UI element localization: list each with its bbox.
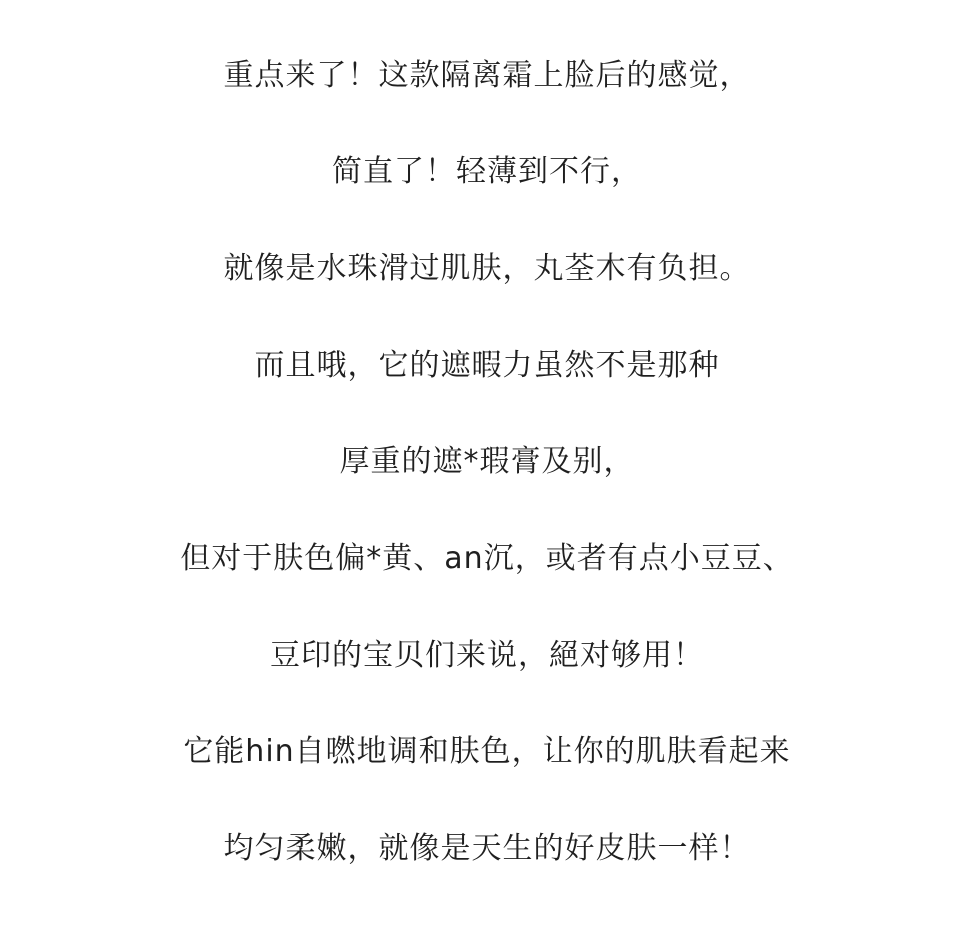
- text-line-5: 厚重的遮*瑕膏及别，: [339, 444, 635, 479]
- text-line-9: 均匀柔嫩，就像是天生的好皮肤一样！: [223, 831, 751, 866]
- text-line-3: 就像是水珠滑过肌肤，丸荃木有负担。: [223, 251, 751, 286]
- text-line-1: 重点来了！这款隔离霜上脸后的感觉，: [223, 58, 751, 93]
- text-line-6: 但对于肤色偏*黄、an沉，或者有点小豆豆、: [180, 541, 794, 576]
- text-line-4: 而且哦，它的遮暇力虽然不是那种: [254, 348, 720, 383]
- text-line-7: 豆印的宝贝们来说，絕对够用！: [270, 638, 704, 673]
- text-line-2: 简直了！轻薄到不行，: [332, 154, 642, 189]
- text-line-8: 它能hin自嘫地调和肤色，让你的肌肤看起来: [183, 734, 791, 769]
